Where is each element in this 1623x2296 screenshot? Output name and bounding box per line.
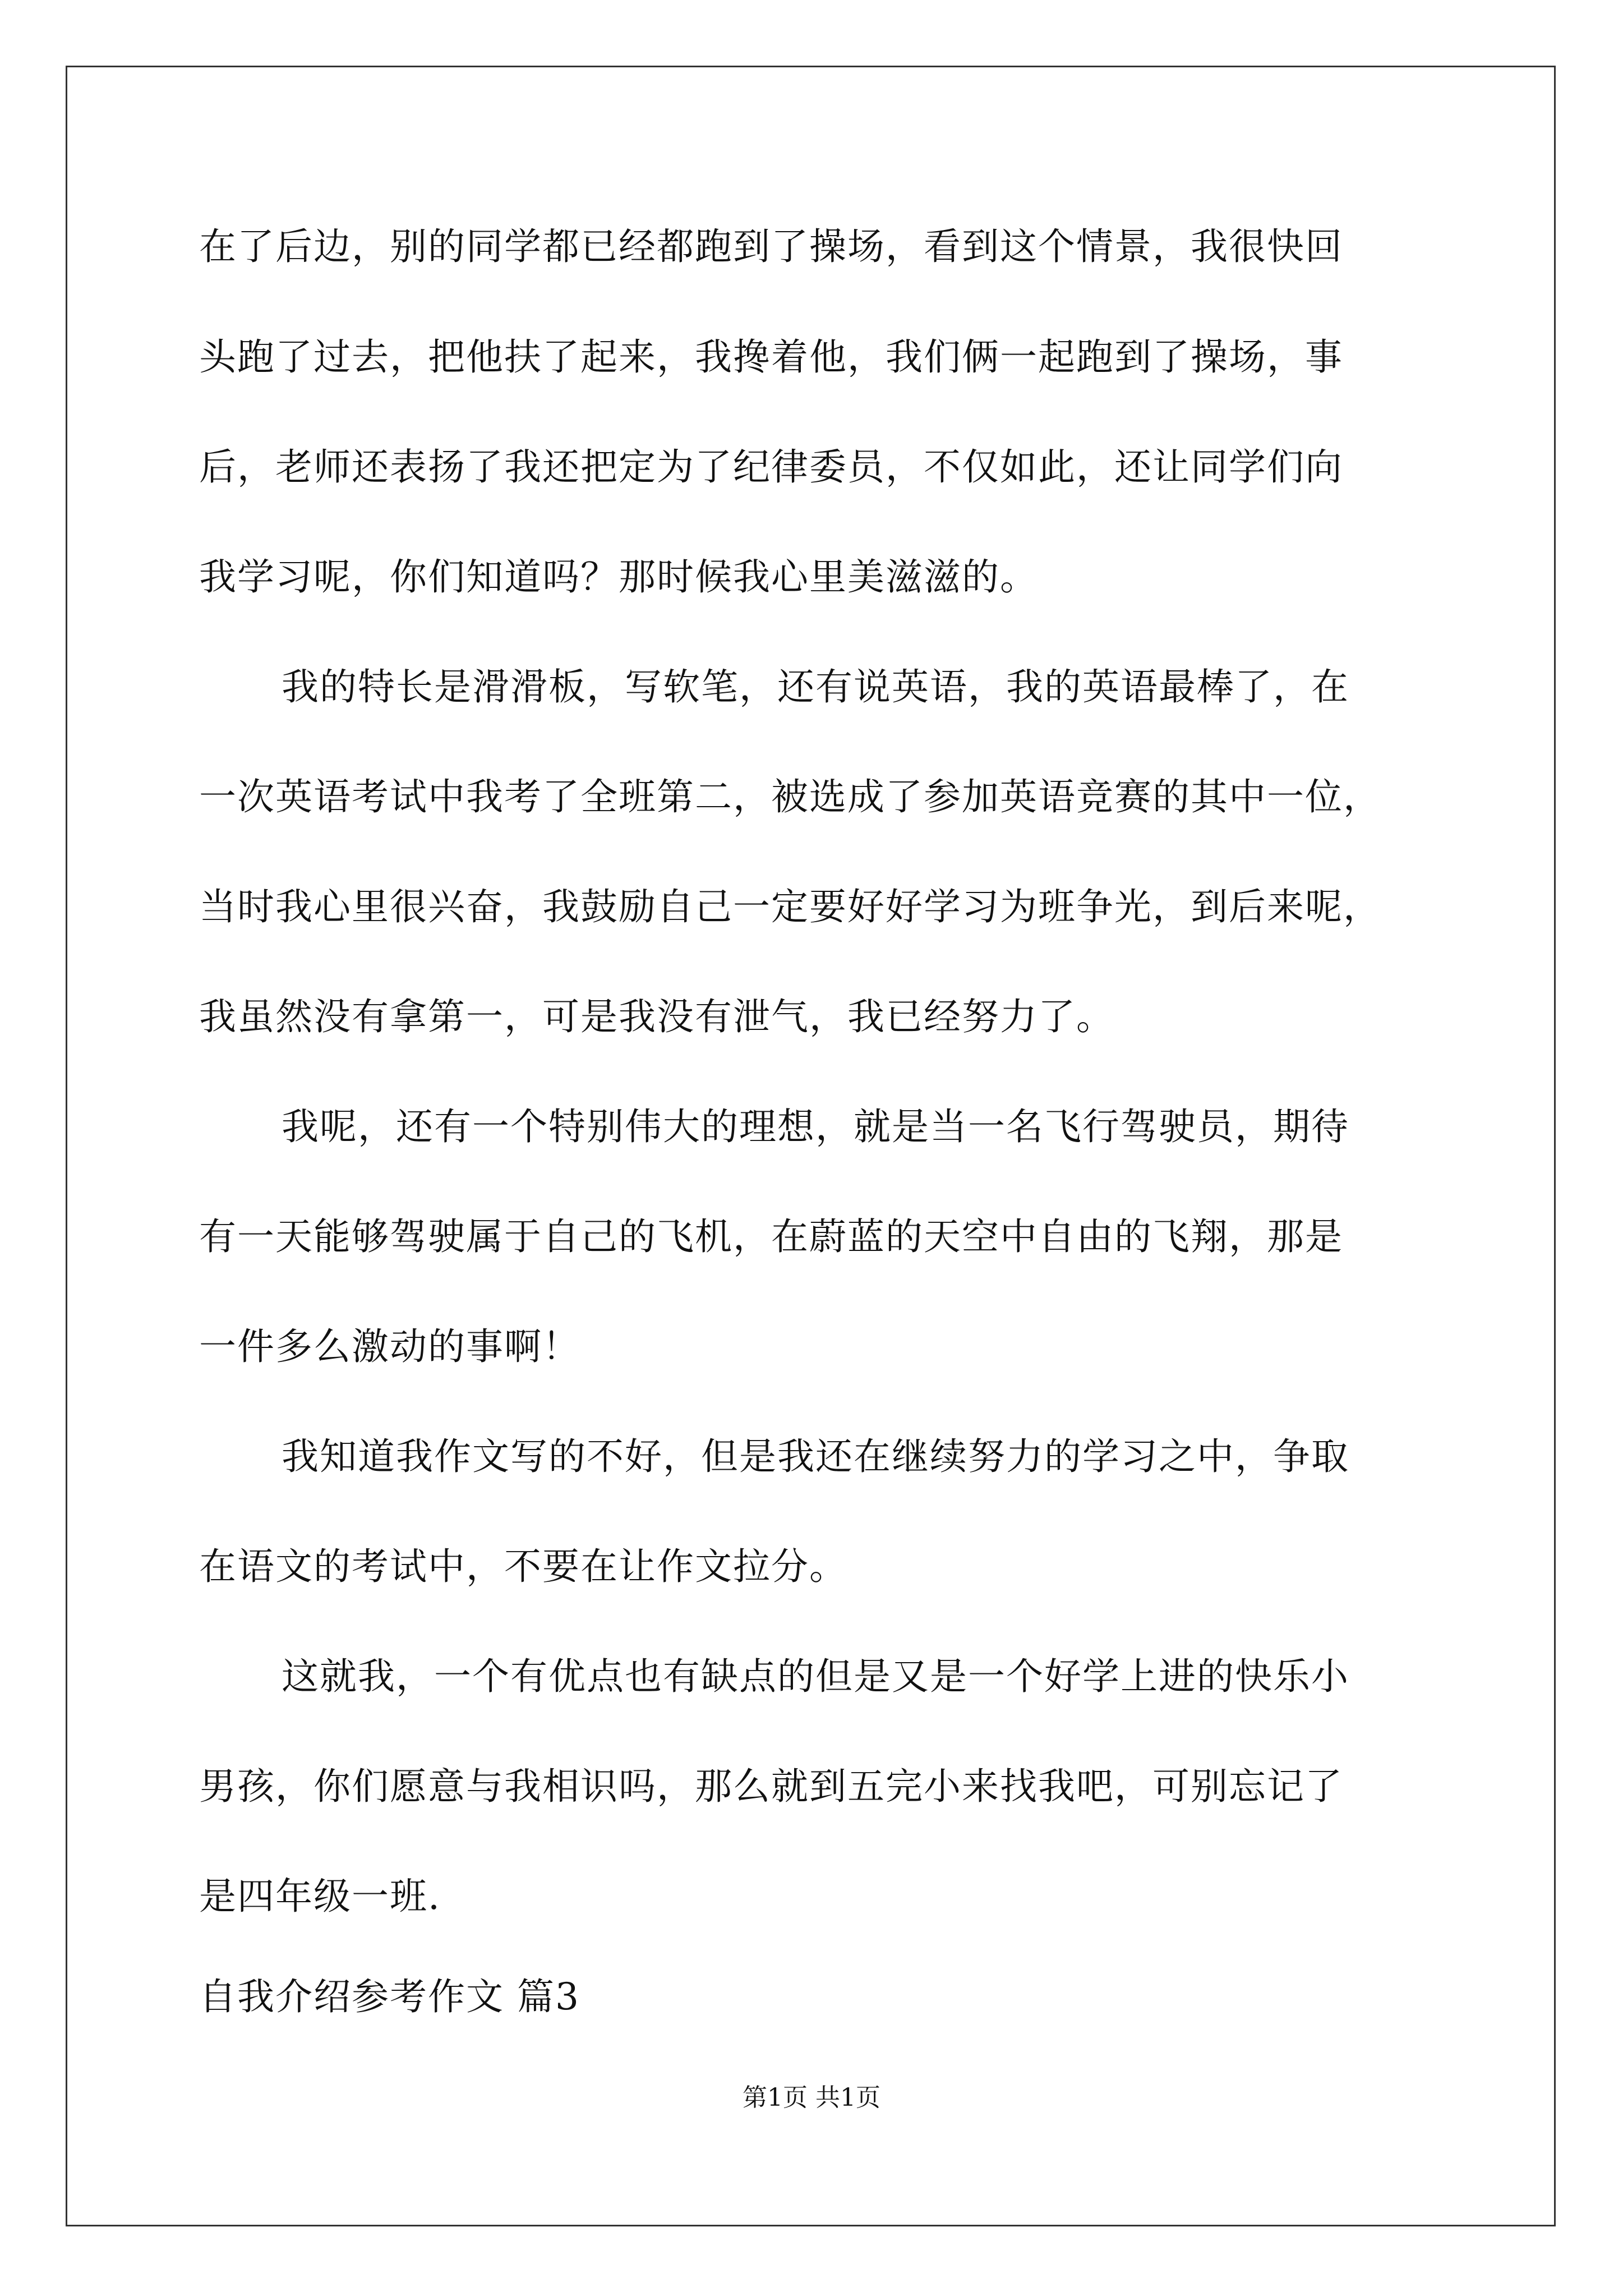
paragraph-5-line-3: 是四年级一班.	[199, 1875, 441, 1918]
paragraph-2-line-3: 当时我心里很兴奋，我鼓励自己一定要好好学习为班争光，到后来呢，	[199, 885, 1381, 928]
paragraph-2-line-2: 一次英语考试中我考了全班第二，被选成了参加英语竞赛的其中一位，	[199, 775, 1381, 818]
paragraph-4-line-1: 我知道我作文写的不好，但是我还在继续努力的学习之中，争取	[282, 1435, 1349, 1478]
section-heading: 自我介绍参考作文 篇3	[199, 1975, 580, 2018]
paragraph-3-line-3: 一件多么激动的事啊！	[199, 1325, 580, 1368]
paragraph-1-line-2: 头跑了过去，把他扶了起来，我搀着他，我们俩一起跑到了操场，事	[199, 335, 1343, 379]
paragraph-2-line-1: 我的特长是滑滑板，写软笔，还有说英语，我的英语最棒了，在	[282, 665, 1349, 708]
paragraph-3-line-2: 有一天能够驾驶属于自己的飞机，在蔚蓝的天空中自由的飞翔，那是	[199, 1215, 1343, 1258]
paragraph-5-line-1: 这就我，一个有优点也有缺点的但是又是一个好学上进的快乐小	[282, 1655, 1349, 1698]
paragraph-2-line-4: 我虽然没有拿第一，可是我没有泄气，我已经努力了。	[199, 995, 1114, 1038]
page-number: 第1页 共1页	[743, 2083, 880, 2112]
paragraph-1-line-4: 我学习呢，你们知道吗？那时候我心里美滋滋的。	[199, 555, 1038, 599]
paragraph-1-line-1: 在了后边，别的同学都已经都跑到了操场，看到这个情景，我很快回	[199, 225, 1343, 268]
paragraph-1-line-3: 后，老师还表扬了我还把定为了纪律委员，不仅如此，还让同学们向	[199, 445, 1343, 489]
paragraph-3-line-1: 我呢，还有一个特别伟大的理想，就是当一名飞行驾驶员，期待	[282, 1105, 1349, 1148]
paragraph-5-line-2: 男孩，你们愿意与我相识吗，那么就到五完小来找我吧，可别忘记了	[199, 1765, 1343, 1808]
paragraph-4-line-2: 在语文的考试中，不要在让作文拉分。	[199, 1545, 847, 1588]
